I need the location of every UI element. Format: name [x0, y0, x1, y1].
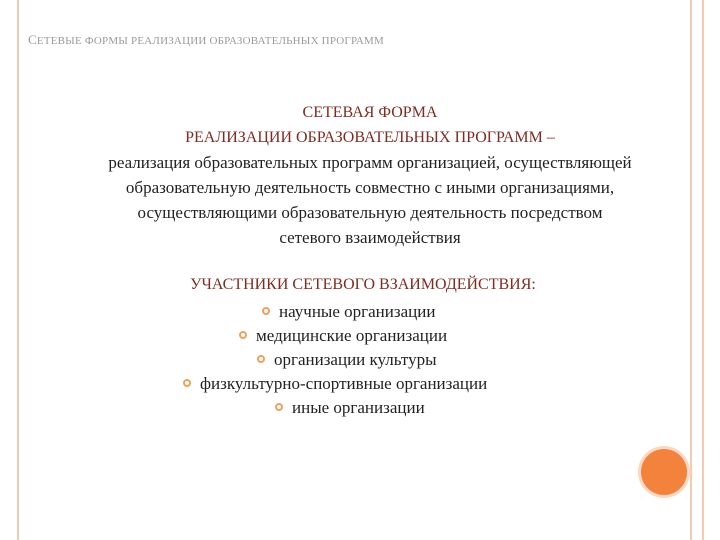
header-text: ЕТЕВЫЕ ФОРМЫ РЕАЛИЗАЦИИ ОБРАЗОВАТЕЛЬНЫХ ПРОГРАММ	[36, 35, 384, 47]
slide-header	[28, 32, 628, 48]
definition-text-line4: образовательную деятельность совместно с иными организациями,	[125, 178, 615, 197]
definition-text-line5: осуществляющими образовательную деятельность посредством	[137, 203, 603, 222]
left-decor-line	[17, 0, 19, 540]
list-item	[183, 374, 487, 394]
list-item-label: иные организации	[292, 398, 425, 417]
definition-text-line3: реализация образовательных программ организацией, осуществляющей	[108, 153, 632, 172]
bullet-icon	[239, 331, 247, 339]
right-decor-line-outer	[702, 0, 704, 540]
list-item	[275, 398, 425, 418]
list-item-label: медицинские организации	[256, 326, 448, 345]
bullet-icon	[183, 379, 191, 387]
decorative-circle	[641, 449, 687, 495]
list-item-label: организации культуры	[274, 350, 437, 369]
list-item	[257, 350, 437, 370]
definition-block	[40, 100, 700, 250]
bullet-icon	[257, 355, 265, 363]
definition-term-line1: СЕТЕВАЯ ФОРМА	[302, 104, 438, 121]
bullet-icon	[262, 307, 270, 315]
header-first-letter: С	[28, 32, 37, 47]
participants-heading: УЧАСТНИКИ СЕТЕВОГО ВЗАИМОДЕЙСТВИЯ:	[190, 276, 536, 293]
bullet-icon	[275, 403, 283, 411]
definition-term-line2: РЕАЛИЗАЦИИ ОБРАЗОВАТЕЛЬНЫХ ПРОГРАММ –	[185, 129, 555, 146]
list-item	[239, 326, 447, 346]
right-decor-line-inner	[690, 0, 692, 540]
definition-text-line6: сетевого взаимодействия	[279, 228, 461, 247]
list-item-label: научные организации	[279, 302, 436, 321]
list-item	[262, 302, 435, 322]
list-item-label: физкультурно-спортивные организации	[200, 374, 488, 393]
